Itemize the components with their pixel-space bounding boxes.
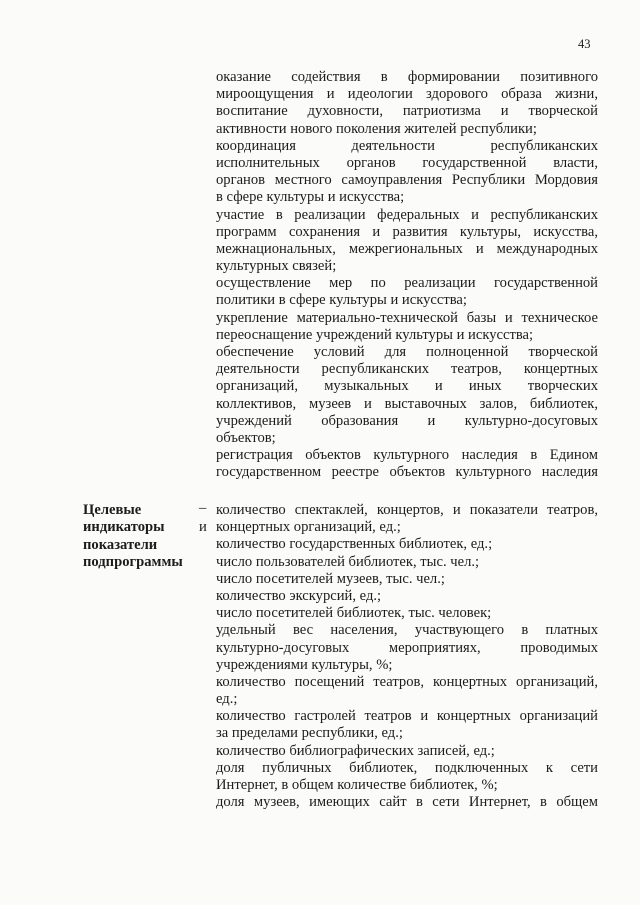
text-line: участие в реализации федеральных и республиканских — [216, 206, 598, 223]
label-line: показатели — [83, 536, 158, 553]
text-line: число пользователей библиотек, тыс. чел.; — [216, 553, 480, 570]
label-line: подпрограммы — [83, 554, 183, 571]
text-line: количество экскурсий, ед.; — [216, 587, 382, 604]
label-line: Целевые — [83, 502, 142, 518]
text-line: объектов; — [216, 429, 276, 446]
text-line: число посетителей музеев, тыс. чел.; — [216, 570, 445, 587]
text-line: концертных организаций, ед.; — [216, 519, 401, 536]
label-line: индикаторы — [83, 519, 165, 536]
text-line: исполнительных органов государственной власти, — [216, 154, 598, 171]
page-number: 43 — [578, 37, 591, 51]
text-line: активности нового поколения жителей республики; — [216, 120, 537, 137]
text-line: количество посещений театров, концертных организаций, — [216, 673, 598, 690]
text-line: программ сохранения и развития культуры, искусства, — [216, 223, 598, 240]
text-line: количество государственных библиотек, ед.; — [216, 536, 493, 553]
text-line: ед.; — [216, 691, 238, 708]
text-line: за пределами республики, ед.; — [216, 725, 403, 742]
text-line: осуществление мер по реализации государственной — [216, 275, 598, 292]
text-line: культурно-досуговых мероприятиях, проводимых — [216, 639, 598, 656]
text-line: организаций, музыкальных и иных творческих — [216, 378, 598, 395]
text-line: доля публичных библиотек, подключенных к сети — [216, 759, 598, 776]
text-line: обеспечение условий для полноценной творческой — [216, 344, 598, 360]
text-line: оказание содействия в формировании позитивного — [216, 69, 598, 85]
text-line: доля музеев, имеющих сайт в сети Интернет, в общем — [216, 794, 598, 811]
text-line: координация деятельности республиканских — [216, 137, 598, 154]
text-line: государственном реестре объектов культурного наследия — [216, 464, 598, 481]
text-line: Интернет, в общем количестве библиотек, %; — [216, 777, 498, 793]
text-line: межнациональных, межрегиональных и международных — [216, 240, 598, 257]
text-line: воспитание духовности, патриотизма и творческой — [216, 103, 598, 120]
text-line: количество гастролей театров и концертных организаций — [216, 708, 598, 725]
text-line: число посетителей библиотек, тыс. человек; — [216, 605, 492, 622]
text-line: деятельности республиканских театров, концертных — [216, 361, 598, 378]
text-line: количество библиографических записей, ед.; — [216, 742, 495, 759]
label-dash: – — [199, 500, 207, 516]
text-line: органов местного самоуправления Республики Мордовия — [216, 172, 598, 189]
label-conjunction: и — [199, 519, 207, 535]
indicators-list — [216, 502, 598, 811]
text-line: удельный вес населения, участвующего в платных — [216, 622, 598, 639]
text-line: количество спектаклей, концертов, и показатели театров, — [216, 502, 598, 518]
goals-list — [216, 69, 598, 482]
text-line: культурных связей; — [216, 258, 337, 275]
text-line: в сфере культуры и искусства; — [216, 189, 405, 206]
text-line: мироощущения и идеологии здорового образа жизни, — [216, 86, 598, 103]
text-line: политики в сфере культуры и искусства; — [216, 292, 467, 309]
text-line: учреждениями культуры, %; — [216, 656, 393, 673]
section-label — [83, 502, 191, 572]
text-line: укрепление материально-технической базы и техническое — [216, 309, 598, 326]
text-line: переоснащение учреждений культуры и искусства; — [216, 326, 534, 343]
text-line: регистрация объектов культурного наследия в Едином — [216, 447, 598, 464]
text-line: учреждений образования и культурно-досуговых — [216, 412, 598, 429]
text-line: коллективов, музеев и выставочных залов, библиотек, — [216, 395, 598, 412]
